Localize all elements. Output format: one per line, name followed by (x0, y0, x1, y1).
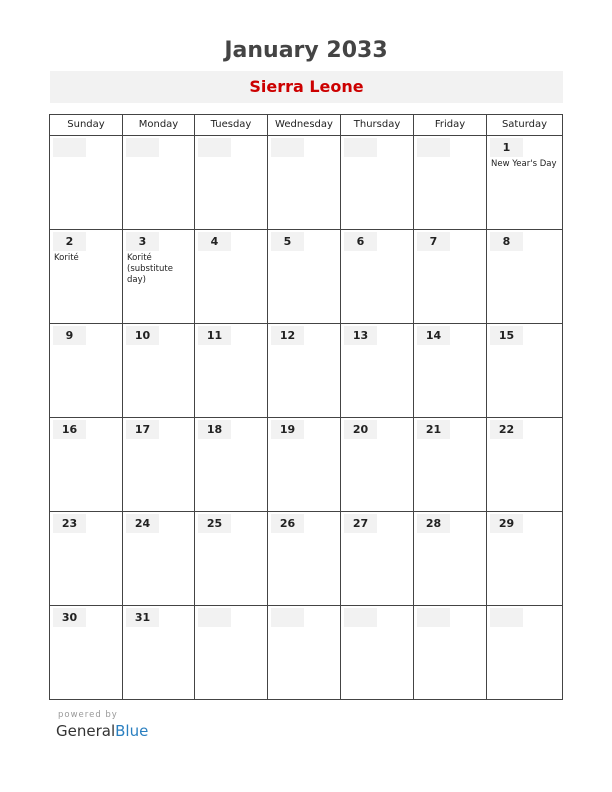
day-number: 18 (198, 420, 231, 439)
day-number (271, 608, 304, 627)
powered-by-label: powered by (58, 710, 118, 720)
weekday-wednesday: Wednesday (268, 115, 341, 136)
calendar-day-cell (487, 324, 563, 418)
calendar-day-cell (414, 418, 487, 512)
day-number: 12 (271, 326, 304, 345)
day-number: 29 (490, 514, 523, 533)
calendar-day-cell (414, 606, 487, 700)
day-number: 28 (417, 514, 450, 533)
calendar-day-cell (341, 230, 414, 324)
calendar-day-cell (414, 324, 487, 418)
day-number: 1 (490, 138, 523, 157)
brand-general: General (56, 722, 116, 740)
day-number (198, 608, 231, 627)
day-number: 27 (344, 514, 377, 533)
calendar-week-row (50, 418, 563, 512)
calendar-grid (49, 114, 563, 700)
calendar-day-cell (268, 230, 341, 324)
weekday-header-row (50, 115, 563, 136)
holiday-label: Korité (substitute day) (127, 253, 173, 285)
calendar-day-cell (123, 230, 195, 324)
day-number: 20 (344, 420, 377, 439)
holiday-label: Korité (54, 253, 79, 263)
day-number (417, 138, 450, 157)
weekday-tuesday: Tuesday (195, 115, 268, 136)
day-number (344, 138, 377, 157)
page-title: January 2033 (224, 38, 388, 63)
calendar-week-row (50, 324, 563, 418)
calendar-day-cell (195, 136, 268, 230)
day-number: 30 (53, 608, 86, 627)
day-number: 9 (53, 326, 86, 345)
calendar-day-cell (50, 418, 123, 512)
calendar-day-cell (341, 324, 414, 418)
calendar-day-cell (268, 136, 341, 230)
day-number: 11 (198, 326, 231, 345)
calendar-day-cell (414, 136, 487, 230)
brand-logo (56, 722, 148, 740)
calendar-day-cell (487, 230, 563, 324)
calendar-day-cell (487, 418, 563, 512)
calendar-day-cell (195, 324, 268, 418)
calendar-day-cell (195, 230, 268, 324)
calendar-day-cell (195, 418, 268, 512)
calendar-day-cell (123, 512, 195, 606)
day-number: 15 (490, 326, 523, 345)
calendar-day-cell (268, 512, 341, 606)
day-number: 13 (344, 326, 377, 345)
calendar-day-cell (487, 606, 563, 700)
holiday-label: New Year's Day (491, 159, 557, 169)
day-number: 10 (126, 326, 159, 345)
day-number: 4 (198, 232, 231, 251)
calendar-week-row (50, 512, 563, 606)
day-number: 26 (271, 514, 304, 533)
calendar-week-row (50, 230, 563, 324)
day-number: 25 (198, 514, 231, 533)
day-number: 8 (490, 232, 523, 251)
calendar-day-cell (50, 512, 123, 606)
calendar-day-cell (341, 606, 414, 700)
day-number: 19 (271, 420, 304, 439)
calendar-day-cell (414, 230, 487, 324)
calendar-day-cell (268, 606, 341, 700)
day-number (126, 138, 159, 157)
calendar-day-cell (195, 606, 268, 700)
calendar-day-cell (123, 324, 195, 418)
calendar-day-cell (487, 136, 563, 230)
brand-blue: Blue (115, 722, 149, 740)
calendar-week-row (50, 606, 563, 700)
calendar-day-cell (50, 324, 123, 418)
calendar-day-cell (268, 418, 341, 512)
day-number: 16 (53, 420, 86, 439)
calendar-day-cell (414, 512, 487, 606)
weekday-friday: Friday (414, 115, 487, 136)
day-number: 3 (126, 232, 159, 251)
day-number (490, 608, 523, 627)
day-number: 2 (53, 232, 86, 251)
calendar-day-cell (487, 512, 563, 606)
calendar-day-cell (341, 512, 414, 606)
day-number: 24 (126, 514, 159, 533)
day-number (271, 138, 304, 157)
calendar-day-cell (341, 418, 414, 512)
day-number (417, 608, 450, 627)
day-number: 7 (417, 232, 450, 251)
day-number: 17 (126, 420, 159, 439)
day-number: 6 (344, 232, 377, 251)
day-number: 23 (53, 514, 86, 533)
day-number: 21 (417, 420, 450, 439)
day-number: 22 (490, 420, 523, 439)
weekday-sunday: Sunday (50, 115, 123, 136)
calendar-day-cell (341, 136, 414, 230)
day-number (344, 608, 377, 627)
calendar-day-cell (123, 136, 195, 230)
calendar-day-cell (195, 512, 268, 606)
day-number: 14 (417, 326, 450, 345)
calendar-day-cell (50, 230, 123, 324)
calendar-day-cell (123, 606, 195, 700)
weekday-saturday: Saturday (487, 115, 563, 136)
calendar-day-cell (50, 606, 123, 700)
weekday-monday: Monday (123, 115, 195, 136)
country-banner (50, 71, 563, 103)
calendar-week-row (50, 136, 563, 230)
calendar-day-cell (50, 136, 123, 230)
weekday-thursday: Thursday (341, 115, 414, 136)
day-number (198, 138, 231, 157)
country-name: Sierra Leone (249, 77, 364, 96)
day-number (53, 138, 86, 157)
calendar-day-cell (268, 324, 341, 418)
day-number: 31 (126, 608, 159, 627)
calendar-day-cell (123, 418, 195, 512)
day-number: 5 (271, 232, 304, 251)
